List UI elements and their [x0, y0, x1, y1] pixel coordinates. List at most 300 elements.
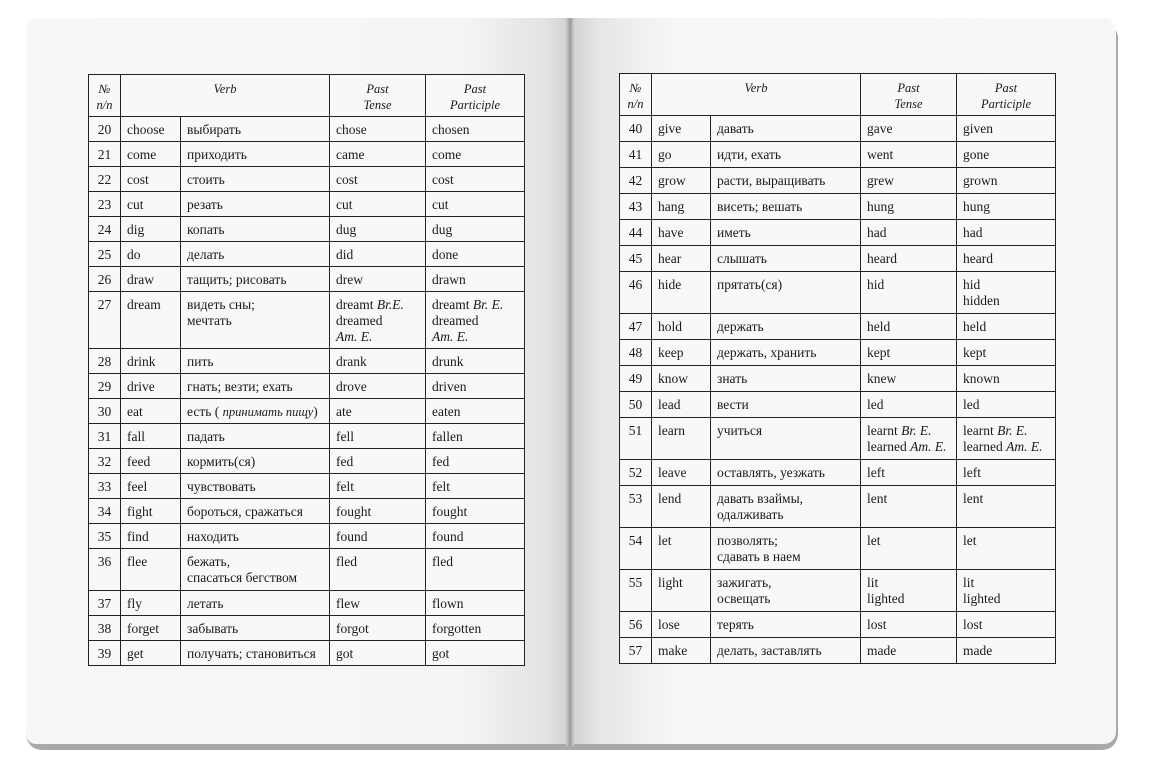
translation-cell — [181, 292, 330, 349]
translation-cell — [181, 449, 330, 474]
translation-cell — [181, 142, 330, 167]
cell-line: делать, заставлять — [717, 643, 822, 658]
table-row — [620, 246, 1056, 272]
cell-line: вести — [717, 397, 749, 412]
cell-line: fled — [432, 554, 454, 569]
past-participle-cell — [426, 399, 525, 424]
translation-cell — [711, 392, 861, 418]
cell-line: сдавать в наем — [717, 549, 801, 564]
row-number: 40 — [620, 116, 652, 142]
verb-cell: fall — [121, 424, 181, 449]
verb-cell: know — [652, 366, 711, 392]
cell-line: находить — [187, 529, 239, 544]
header-verb: Verb — [652, 74, 861, 116]
cell-line: hidden — [963, 293, 1000, 308]
translation-cell — [711, 168, 861, 194]
translation-cell — [711, 142, 861, 168]
table-row — [89, 349, 525, 374]
translation-cell — [181, 242, 330, 267]
cell-line: learnt Br. E. — [963, 423, 1028, 438]
cell-line: forgot — [336, 621, 369, 636]
row-number: 43 — [620, 194, 652, 220]
past-tense-cell — [861, 246, 957, 272]
cell-line: lit — [867, 575, 879, 590]
cell-line: Am. E. — [336, 329, 373, 344]
past-participle-cell — [426, 142, 525, 167]
row-number: 37 — [89, 591, 121, 616]
cell-line: drank — [336, 354, 367, 369]
past-tense-cell — [861, 392, 957, 418]
cell-line: идти, ехать — [717, 147, 782, 162]
cell-line: делать — [187, 247, 225, 262]
translation-cell — [711, 314, 861, 340]
verb-cell: grow — [652, 168, 711, 194]
past-participle-cell — [426, 349, 525, 374]
verb-cell: make — [652, 638, 711, 664]
row-number: 41 — [620, 142, 652, 168]
past-tense-cell — [330, 374, 426, 399]
cell-line: fell — [336, 429, 355, 444]
table-row — [620, 486, 1056, 528]
translation-cell — [181, 641, 330, 666]
cell-line: drawn — [432, 272, 466, 287]
cell-line: knew — [867, 371, 897, 386]
past-tense-cell — [330, 524, 426, 549]
past-tense-cell — [330, 616, 426, 641]
table-row — [620, 116, 1056, 142]
cell-line: held — [963, 319, 987, 334]
past-participle-cell — [426, 117, 525, 142]
cell-line: lit — [963, 575, 975, 590]
cell-line: одалживать — [717, 507, 784, 522]
table-row — [89, 374, 525, 399]
cell-line: dreamt Br.E. — [336, 297, 404, 312]
row-number: 21 — [89, 142, 121, 167]
past-participle-cell — [957, 116, 1056, 142]
translation-cell — [711, 418, 861, 460]
past-tense-cell — [330, 167, 426, 192]
past-participle-cell — [426, 474, 525, 499]
past-participle-cell — [957, 246, 1056, 272]
row-number: 25 — [89, 242, 121, 267]
past-tense-cell — [330, 117, 426, 142]
row-number: 57 — [620, 638, 652, 664]
translation-cell — [181, 549, 330, 591]
past-tense-cell — [330, 549, 426, 591]
past-participle-cell — [957, 366, 1056, 392]
translation-cell — [181, 349, 330, 374]
header-num: № п/п — [620, 74, 652, 116]
translation-cell — [181, 616, 330, 641]
verb-cell: forget — [121, 616, 181, 641]
verb-cell: feed — [121, 449, 181, 474]
past-participle-cell — [957, 392, 1056, 418]
row-number: 38 — [89, 616, 121, 641]
cell-line: терять — [717, 617, 754, 632]
table-row — [89, 524, 525, 549]
verb-cell: draw — [121, 267, 181, 292]
verb-cell: find — [121, 524, 181, 549]
verb-cell: lose — [652, 612, 711, 638]
past-tense-cell — [861, 638, 957, 664]
row-number: 56 — [620, 612, 652, 638]
cell-line: made — [867, 643, 897, 658]
header-past-tense: Past Tense — [861, 74, 957, 116]
past-participle-cell — [957, 142, 1056, 168]
translation-cell — [711, 612, 861, 638]
cell-line: позволять; — [717, 533, 778, 548]
verb-cell: do — [121, 242, 181, 267]
table-row — [620, 570, 1056, 612]
cell-line: fought — [336, 504, 372, 519]
verb-cell: give — [652, 116, 711, 142]
verb-cell: hear — [652, 246, 711, 272]
verb-cell: feel — [121, 474, 181, 499]
verb-cell: drive — [121, 374, 181, 399]
verb-cell: flee — [121, 549, 181, 591]
cell-line: learnt Br. E. — [867, 423, 932, 438]
cell-line: came — [336, 147, 365, 162]
verb-cell: come — [121, 142, 181, 167]
past-tense-cell — [861, 366, 957, 392]
cell-line: kept — [867, 345, 891, 360]
verb-cell: cost — [121, 167, 181, 192]
past-tense-cell — [330, 641, 426, 666]
cell-line: стоить — [187, 172, 225, 187]
verb-cell: dig — [121, 217, 181, 242]
cell-line: Am. E. — [432, 329, 469, 344]
verb-cell: choose — [121, 117, 181, 142]
cell-line: lighted — [963, 591, 1001, 606]
past-tense-cell — [330, 474, 426, 499]
table-row — [620, 612, 1056, 638]
past-tense-cell — [330, 499, 426, 524]
row-number: 31 — [89, 424, 121, 449]
header-past-participle: Past Participle — [426, 75, 525, 117]
row-number: 20 — [89, 117, 121, 142]
row-number: 36 — [89, 549, 121, 591]
row-number: 35 — [89, 524, 121, 549]
cell-line: cut — [432, 197, 449, 212]
translation-cell — [711, 194, 861, 220]
cell-line: hung — [867, 199, 895, 214]
cell-line: бороться, сражаться — [187, 504, 303, 519]
cell-line: felt — [336, 479, 355, 494]
past-tense-cell — [861, 570, 957, 612]
translation-cell — [711, 638, 861, 664]
past-participle-cell — [957, 314, 1056, 340]
cell-line: dreamed — [432, 313, 479, 328]
cell-line: fed — [432, 454, 450, 469]
past-participle-cell — [957, 340, 1056, 366]
past-tense-cell — [861, 340, 957, 366]
cell-line: fallen — [432, 429, 463, 444]
row-number: 28 — [89, 349, 121, 374]
past-tense-cell — [330, 192, 426, 217]
cell-line: went — [867, 147, 894, 162]
past-participle-cell — [957, 612, 1056, 638]
table-row — [620, 272, 1056, 314]
past-tense-cell — [330, 399, 426, 424]
table-row — [89, 499, 525, 524]
book-spine — [566, 18, 574, 746]
cell-line: chose — [336, 122, 367, 137]
past-participle-cell — [426, 267, 525, 292]
row-number: 51 — [620, 418, 652, 460]
past-tense-cell — [861, 168, 957, 194]
cell-line: dreamt Br. E. — [432, 297, 504, 312]
cell-line: fed — [336, 454, 354, 469]
translation-cell — [181, 117, 330, 142]
past-tense-cell — [330, 267, 426, 292]
verb-cell: hold — [652, 314, 711, 340]
cell-line: резать — [187, 197, 223, 212]
past-tense-cell — [861, 142, 957, 168]
cell-line: gone — [963, 147, 990, 162]
translation-cell — [181, 192, 330, 217]
cell-line: got — [336, 646, 354, 661]
table-row — [89, 292, 525, 349]
cell-line: found — [336, 529, 368, 544]
row-number: 29 — [89, 374, 121, 399]
translation-cell — [181, 167, 330, 192]
translation-cell — [711, 486, 861, 528]
past-participle-cell — [426, 217, 525, 242]
row-number: 46 — [620, 272, 652, 314]
cell-line: kept — [963, 345, 987, 360]
cell-line: felt — [432, 479, 451, 494]
header-num: № п/п — [89, 75, 121, 117]
verb-cell: learn — [652, 418, 711, 460]
verb-cell: hang — [652, 194, 711, 220]
cell-line: dug — [432, 222, 453, 237]
table-row — [620, 392, 1056, 418]
row-number: 50 — [620, 392, 652, 418]
translation-cell — [711, 570, 861, 612]
cell-line: бежать, — [187, 554, 231, 569]
verb-cell: leave — [652, 460, 711, 486]
row-number: 42 — [620, 168, 652, 194]
cell-line: lighted — [867, 591, 905, 606]
verb-cell: have — [652, 220, 711, 246]
row-number: 34 — [89, 499, 121, 524]
translation-cell — [711, 528, 861, 570]
cell-line: тащить; рисовать — [187, 272, 287, 287]
verb-cell: fight — [121, 499, 181, 524]
translation-cell — [711, 246, 861, 272]
cell-line: спасаться бегством — [187, 570, 298, 585]
row-number: 45 — [620, 246, 652, 272]
past-tense-cell — [861, 418, 957, 460]
row-number: 33 — [89, 474, 121, 499]
cell-line: come — [432, 147, 462, 162]
past-participle-cell — [426, 292, 525, 349]
verb-cell: lend — [652, 486, 711, 528]
cell-line: кормить(ся) — [187, 454, 256, 469]
row-number: 30 — [89, 399, 121, 424]
cell-line: made — [963, 643, 993, 658]
cell-line: зажигать, — [717, 575, 772, 590]
cell-line: left — [867, 465, 886, 480]
cell-line: heard — [867, 251, 897, 266]
translation-cell — [181, 374, 330, 399]
table-row — [89, 192, 525, 217]
translation-cell — [711, 272, 861, 314]
verb-cell: lead — [652, 392, 711, 418]
cell-line: gave — [867, 121, 893, 136]
table-row — [620, 314, 1056, 340]
cell-line: ate — [336, 404, 352, 419]
past-participle-cell — [426, 641, 525, 666]
cell-line: heard — [963, 251, 993, 266]
row-number: 22 — [89, 167, 121, 192]
cell-line: lent — [867, 491, 888, 506]
cell-line: led — [963, 397, 980, 412]
cell-line: прятать(ся) — [717, 277, 783, 292]
past-participle-cell — [957, 194, 1056, 220]
cell-line: got — [432, 646, 450, 661]
cell-line: found — [432, 529, 464, 544]
table-row — [89, 167, 525, 192]
cell-line: cost — [336, 172, 358, 187]
cell-line: hid — [963, 277, 981, 292]
row-number: 47 — [620, 314, 652, 340]
cell-line: мечтать — [187, 313, 232, 328]
past-participle-cell — [957, 272, 1056, 314]
cell-line: lost — [867, 617, 887, 632]
past-participle-cell — [426, 549, 525, 591]
translation-cell — [711, 460, 861, 486]
translation-cell — [181, 591, 330, 616]
cell-line: слышать — [717, 251, 767, 266]
translation-cell — [181, 399, 330, 424]
past-participle-cell — [957, 486, 1056, 528]
row-number: 48 — [620, 340, 652, 366]
cell-line: forgotten — [432, 621, 482, 636]
past-tense-cell — [861, 314, 957, 340]
verb-cell: cut — [121, 192, 181, 217]
past-tense-cell — [330, 242, 426, 267]
past-tense-cell — [861, 272, 957, 314]
header-verb: Verb — [121, 75, 330, 117]
cell-line: flown — [432, 596, 464, 611]
past-participle-cell — [426, 424, 525, 449]
cell-line: освещать — [717, 591, 771, 606]
verb-cell: fly — [121, 591, 181, 616]
cell-line: known — [963, 371, 1000, 386]
past-participle-cell — [426, 449, 525, 474]
table-row — [89, 549, 525, 591]
cell-line: держать — [717, 319, 764, 334]
translation-cell — [181, 267, 330, 292]
row-number: 54 — [620, 528, 652, 570]
cell-line: давать — [717, 121, 754, 136]
cell-line: cost — [432, 172, 454, 187]
row-number: 53 — [620, 486, 652, 528]
cell-line: cut — [336, 197, 353, 212]
cell-line: given — [963, 121, 994, 136]
cell-line: иметь — [717, 225, 751, 240]
cell-line: fled — [336, 554, 358, 569]
row-number: 49 — [620, 366, 652, 392]
table-row — [89, 591, 525, 616]
cell-line: drunk — [432, 354, 464, 369]
table-row — [89, 267, 525, 292]
table-row — [89, 474, 525, 499]
table-row — [89, 424, 525, 449]
header-row — [620, 74, 1056, 116]
translation-cell — [181, 217, 330, 242]
cell-line: копать — [187, 222, 225, 237]
past-tense-cell — [861, 528, 957, 570]
cell-line: fought — [432, 504, 468, 519]
past-participle-cell — [957, 168, 1056, 194]
cell-line: driven — [432, 379, 467, 394]
past-participle-cell — [426, 167, 525, 192]
table-row — [89, 217, 525, 242]
cell-line: let — [867, 533, 881, 548]
cell-line: had — [963, 225, 983, 240]
past-participle-cell — [426, 242, 525, 267]
header-row — [89, 75, 525, 117]
verb-cell: get — [121, 641, 181, 666]
cell-line: держать, хранить — [717, 345, 817, 360]
past-tense-cell — [861, 194, 957, 220]
past-tense-cell — [861, 612, 957, 638]
row-number: 32 — [89, 449, 121, 474]
verb-cell: eat — [121, 399, 181, 424]
cell-line: видеть сны; — [187, 297, 255, 312]
cell-line: чувствовать — [187, 479, 256, 494]
cell-line: held — [867, 319, 891, 334]
verb-cell: keep — [652, 340, 711, 366]
row-number: 23 — [89, 192, 121, 217]
cell-line: знать — [717, 371, 748, 386]
past-tense-cell — [330, 217, 426, 242]
cell-line: did — [336, 247, 354, 262]
row-number: 26 — [89, 267, 121, 292]
past-tense-cell — [330, 292, 426, 349]
past-participle-cell — [426, 374, 525, 399]
table-row — [89, 641, 525, 666]
cell-line: забывать — [187, 621, 239, 636]
cell-line: пить — [187, 354, 214, 369]
row-number: 44 — [620, 220, 652, 246]
cell-line: let — [963, 533, 977, 548]
table-row — [89, 242, 525, 267]
past-participle-cell — [957, 570, 1056, 612]
row-number: 39 — [89, 641, 121, 666]
table-row — [89, 142, 525, 167]
table-row — [620, 528, 1056, 570]
past-participle-cell — [957, 528, 1056, 570]
translation-cell — [181, 424, 330, 449]
cell-line: давать взаймы, — [717, 491, 804, 506]
verb-cell: dream — [121, 292, 181, 349]
past-tense-cell — [330, 449, 426, 474]
cell-line: гнать; везти; ехать — [187, 379, 293, 394]
cell-line: расти, выращивать — [717, 173, 826, 188]
past-tense-cell — [330, 424, 426, 449]
table-row — [620, 340, 1056, 366]
table-row — [620, 220, 1056, 246]
table-row — [620, 194, 1056, 220]
verb-cell: drink — [121, 349, 181, 374]
cell-line: eaten — [432, 404, 461, 419]
past-tense-cell — [330, 591, 426, 616]
translation-cell — [711, 116, 861, 142]
verb-table-left — [88, 74, 525, 666]
